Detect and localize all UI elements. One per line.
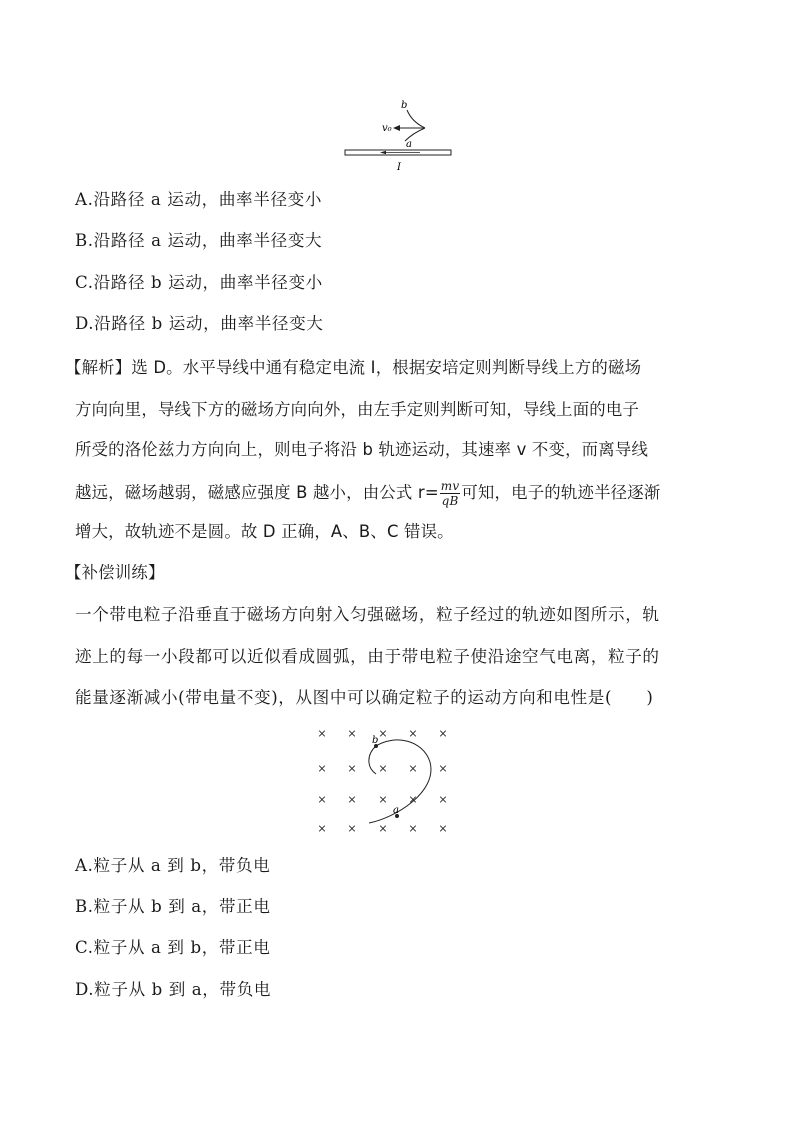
label-a: a: [393, 805, 399, 816]
velocity-arrowhead: [393, 125, 400, 131]
field-cross-mark: ×: [378, 727, 388, 740]
field-cross-mark: ×: [438, 793, 448, 806]
explanation-line-4: [75, 480, 660, 507]
q2-option-a[interactable]: A.粒子从 a 到 b，带负电: [75, 856, 271, 875]
explanation-line-1: 【解析】选 D。水平导线中通有稳定电流 I，根据安培定则判断导线上方的磁场: [65, 358, 642, 377]
particle-trajectory: [369, 740, 431, 823]
field-cross-mark: ×: [408, 793, 418, 806]
q2-option-c[interactable]: C.粒子从 a 到 b，带正电: [75, 938, 271, 957]
field-cross-mark: ×: [317, 822, 327, 835]
label-a: a: [406, 139, 412, 150]
explanation-line-3: 所受的洛伦兹力方向向上，则电子将沿 b 轨迹运动，其速率 v 不变，而离导线: [75, 440, 649, 459]
field-cross-mark: ×: [347, 727, 357, 740]
explanation-line-4-pre: 越远，磁场越弱，磁感应强度 B 越小，由公式 r=: [75, 483, 439, 502]
section-title: 【补偿训练】: [65, 563, 165, 582]
q1-option-a[interactable]: A.沿路径 a 运动，曲率半径变小: [75, 190, 323, 209]
formula-denominator: qB: [441, 494, 459, 508]
path-b-curve: [407, 110, 425, 128]
field-cross-mark: ×: [378, 762, 388, 775]
explanation-line-2: 方向向里，导线下方的磁场方向向外，由左手定则判断可知，导线上面的电子: [75, 400, 640, 419]
current-arrowhead: [380, 151, 386, 154]
explanation-line-4-post: 可知，电子的轨迹半径逐渐: [461, 483, 661, 502]
field-cross-mark: ×: [317, 793, 327, 806]
field-cross-mark: ×: [408, 822, 418, 835]
label-v0: v₀: [382, 123, 392, 134]
formula-fraction: [440, 480, 461, 507]
field-cross-mark: ×: [317, 727, 327, 740]
label-current-I: I: [397, 162, 401, 173]
q1-option-c[interactable]: C.沿路径 b 运动，曲率半径变小: [75, 273, 323, 292]
field-cross-mark: ×: [347, 822, 357, 835]
figure-particle-trajectory: [0, 722, 794, 852]
label-b: b: [401, 100, 408, 111]
field-cross-mark: ×: [347, 793, 357, 806]
field-cross-mark: ×: [408, 727, 418, 740]
q1-option-d[interactable]: D.沿路径 b 运动，曲率半径变大: [75, 314, 324, 333]
explanation-line-5: 增大，故轨迹不是圆。故 D 正确，A、B、C 错误。: [75, 522, 454, 541]
question2-line-2: 迹上的每一小段都可以近似看成圆弧，由于带电粒子使沿途空气电离，粒子的: [75, 647, 660, 666]
figure-wire-paths: [0, 0, 794, 180]
q1-option-b[interactable]: B.沿路径 a 运动，曲率半径变大: [75, 231, 323, 250]
field-cross-mark: ×: [408, 762, 418, 775]
formula-numerator: mv: [440, 479, 460, 493]
field-cross-mark: ×: [378, 793, 388, 806]
q2-option-d[interactable]: D.粒子从 b 到 a，带负电: [75, 980, 272, 999]
label-b: b: [372, 735, 379, 746]
field-cross-mark: ×: [438, 762, 448, 775]
q2-option-b[interactable]: B.粒子从 b 到 a，带正电: [75, 897, 271, 916]
field-cross-mark: ×: [438, 727, 448, 740]
field-cross-mark: ×: [347, 762, 357, 775]
field-cross-mark: ×: [438, 822, 448, 835]
field-cross-mark: ×: [317, 762, 327, 775]
question2-line-1: 一个带电粒子沿垂直于磁场方向射入匀强磁场，粒子经过的轨迹如图所示，轨: [75, 605, 660, 624]
field-cross-mark: ×: [378, 822, 388, 835]
question2-line-3: 能量逐渐减小(带电量不变)，从图中可以确定粒子的运动方向和电性是( ): [75, 688, 654, 707]
